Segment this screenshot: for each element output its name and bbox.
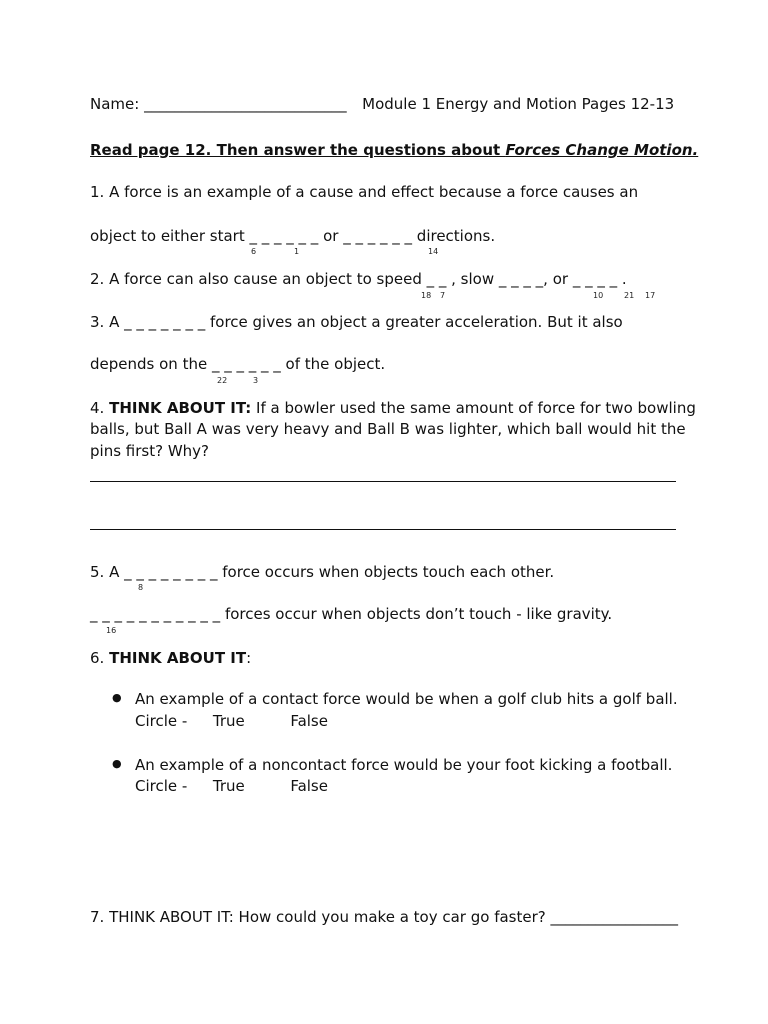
q3-hint-1: 22 [217, 376, 228, 385]
q6-bullet-2-circle: Circle - [135, 777, 188, 795]
q2-hint-5: 17 [645, 291, 656, 300]
instruction-topic: Forces Change Motion. [505, 141, 699, 159]
instruction-prefix: Read page 12. Then answer the questions about [90, 141, 506, 159]
q1-hint-2: 1 [294, 247, 300, 256]
q6-bullet-1-choices [135, 712, 328, 730]
module-title: Module 1 Energy and Motion Pages 12-13 [362, 95, 675, 113]
q2-hint-1: 18 [421, 291, 432, 300]
q4-line2: balls, but Ball A was very heavy and Ball B was lighter, which ball would hit the [90, 420, 686, 438]
q5-line2[interactable]: _ _ _ _ _ _ _ _ _ _ _ forces occur when objects don’t touch - like gravity. [90, 605, 613, 623]
q1-line2[interactable]: object to either start _ _ _ _ _ _ or _ _ _ _ _ _ directions. [90, 227, 496, 245]
instruction [90, 141, 698, 159]
bullet-dot-2: ● [112, 757, 122, 770]
q5-line1[interactable]: 5. A _ _ _ _ _ _ _ _ force occurs when objects touch each other. [90, 563, 555, 581]
q7-line[interactable]: 7. THINK ABOUT IT: How could you make a toy car go faster? _________________ [90, 908, 678, 926]
q2-line[interactable]: 2. A force can also cause an object to speed _ _ , slow _ _ _ _, or _ _ _ _ . [90, 270, 627, 288]
q6-bullet-2-choices [135, 777, 328, 795]
q3-line1[interactable]: 3. A _ _ _ _ _ _ _ force gives an object a greater acceleration. But it also [90, 313, 623, 331]
bullet-dot-1: ● [112, 691, 122, 704]
q4-line3: pins first? Why? [90, 442, 209, 460]
q6-colon: : [246, 649, 252, 667]
q6-label: THINK ABOUT IT [109, 649, 247, 667]
q6-bullet-1-true[interactable]: True [212, 712, 245, 730]
q2-hint-3: 10 [593, 291, 604, 300]
name-label: Name: [90, 95, 140, 113]
q4-text1: If a bowler used the same amount of force for two bowling [251, 399, 696, 417]
q5-hint-1: 8 [138, 583, 144, 592]
q2-hint-2: 7 [440, 291, 446, 300]
q4-answer-line-1[interactable] [90, 481, 676, 482]
q6-bullet-1-false[interactable]: False [290, 712, 328, 730]
q4-number: 4. [90, 399, 110, 417]
q6-bullet-1-circle: Circle - [135, 712, 188, 730]
q6-heading [90, 649, 251, 667]
q2-hint-4: 21 [624, 291, 635, 300]
q1-hint-1: 6 [251, 247, 257, 256]
q3-line2[interactable]: depends on the _ _ _ _ _ _ of the object. [90, 355, 386, 373]
q4-label: THINK ABOUT IT: [109, 399, 252, 417]
q1-hint-3: 14 [428, 247, 439, 256]
q6-bullet-2-false[interactable]: False [290, 777, 328, 795]
q4-answer-line-2[interactable] [90, 529, 676, 530]
q6-number: 6. [90, 649, 110, 667]
q1-line1: 1. A force is an example of a cause and effect because a force causes an [90, 183, 639, 201]
q3-hint-2: 3 [253, 376, 259, 385]
q4-line1 [90, 399, 696, 417]
q5-hint-2: 16 [106, 626, 117, 635]
name-blank[interactable]: ___________________________ [144, 95, 347, 113]
header-line [90, 95, 674, 113]
q6-bullet-1-text: An example of a contact force would be when a golf club hits a golf ball. [135, 690, 678, 708]
q6-bullet-2-true[interactable]: True [212, 777, 245, 795]
q6-bullet-2-text: An example of a noncontact force would be your foot kicking a football. [135, 756, 673, 774]
